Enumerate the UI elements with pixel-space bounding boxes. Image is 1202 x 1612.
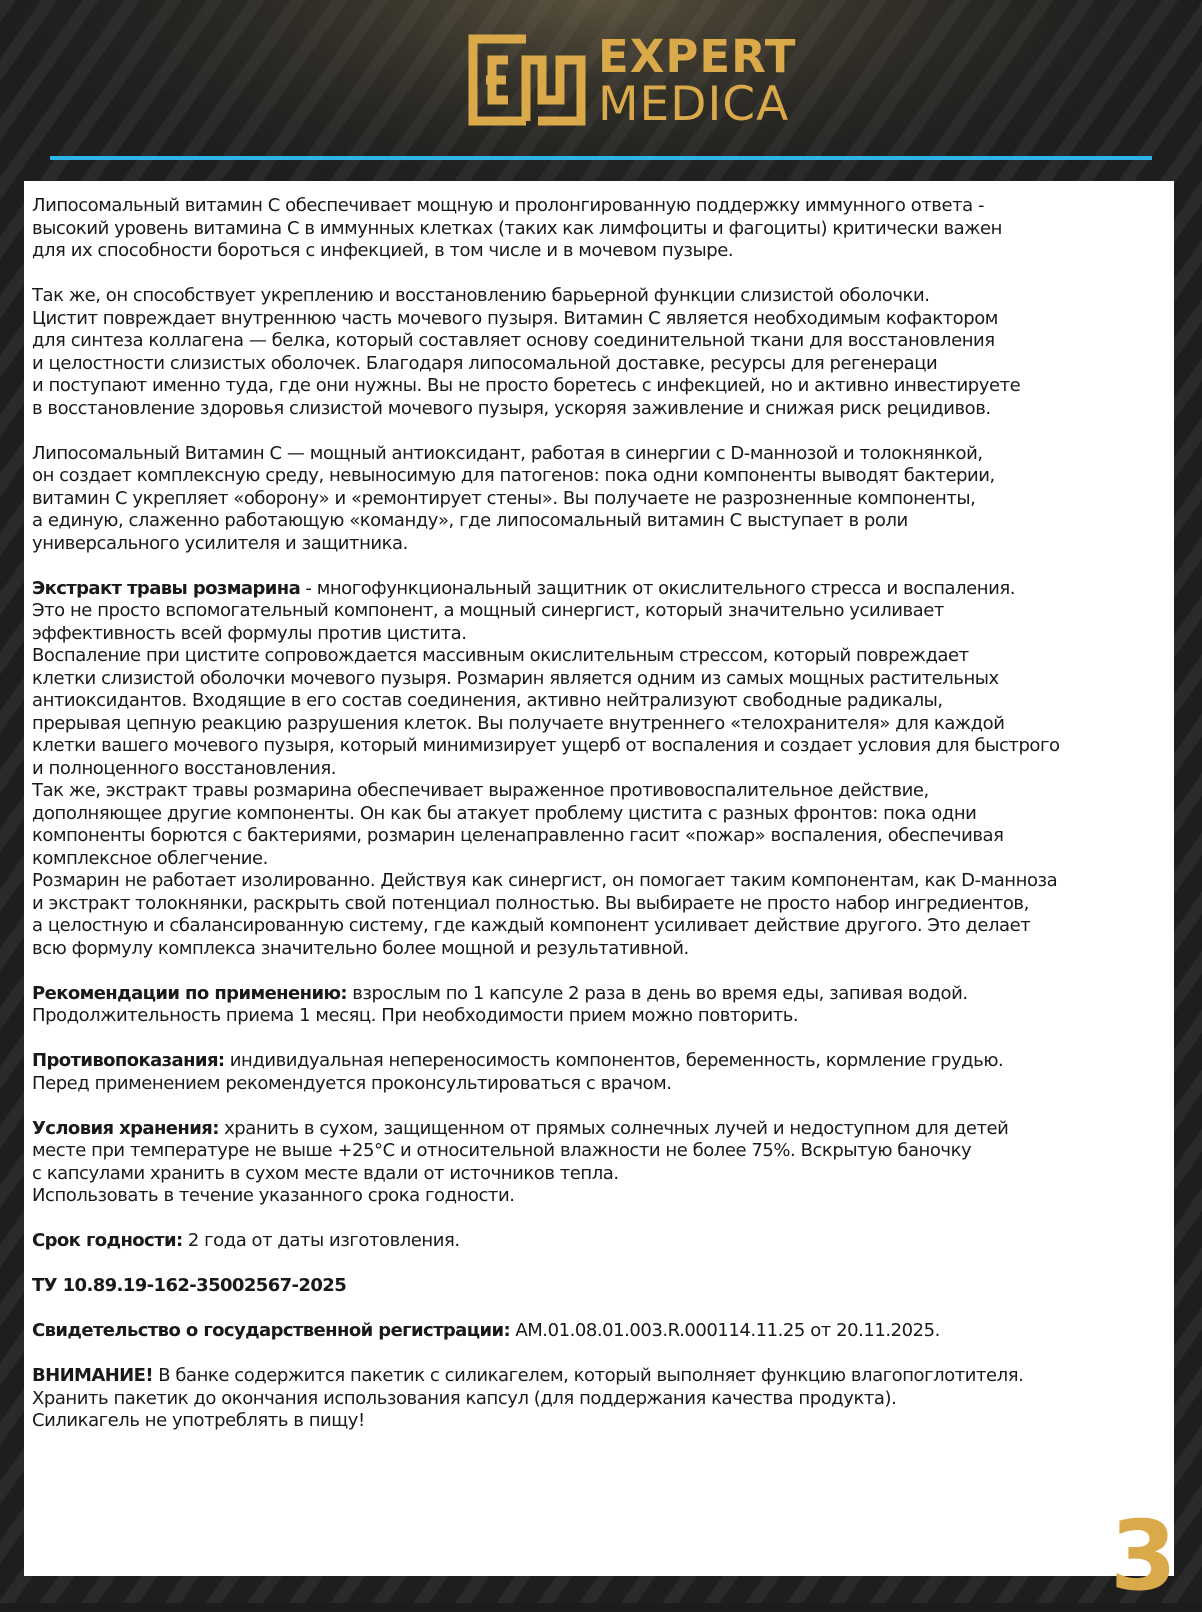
text-line: комплексное облегчение. <box>32 847 268 869</box>
text-line <box>32 1365 1166 1388</box>
warning-label: ВНИМАНИЕ! <box>32 1365 153 1386</box>
text-line <box>32 1050 1166 1073</box>
rosemary-heading: Экстракт травы розмарина <box>32 577 301 599</box>
paragraph-vitamin-c-immune <box>32 195 1166 263</box>
usage-text: взрослым по 1 капсуле 2 раза в день во время еды, запивая водой. <box>346 982 968 1004</box>
brand-logo <box>468 30 808 132</box>
brand-word-medica: MEDICA <box>598 77 790 132</box>
text-line: Цистит повреждает внутреннюю часть мочевого пузыря. Витамин С является необходимым кофактором <box>32 307 998 329</box>
text-line: эффективность всей формулы против цистита. <box>32 622 467 644</box>
paragraph-vitamin-c-synergy <box>32 443 1166 556</box>
text-line: Воспаление при цистите сопровождается массивным окислительным стрессом, который повреждает <box>32 645 969 666</box>
tu-code: ТУ 10.89.19-162-35002567-2025 <box>32 1275 347 1296</box>
contra-text: индивидуальная непереносимость компонентов, беременность, кормление грудью. <box>224 1050 1004 1071</box>
text-line <box>32 983 1166 1006</box>
text-line <box>32 1230 1166 1253</box>
page-number: 3 <box>1110 1500 1177 1612</box>
header-divider <box>50 156 1152 160</box>
text-line: месте при температуре не выше +25°С и относительной влажности не более 75%. Вскрытую баночку <box>32 1140 972 1161</box>
text-line: всю формулу комплекса значительно более мощной и результативной. <box>32 937 689 959</box>
section-shelf-life <box>32 1230 1166 1253</box>
text-line: Розмарин не работает изолированно. Действуя как синергист, он помогает таким компонентам, как D-манноза <box>32 870 1058 891</box>
text-line: а целостную и сбалансированную систему, где каждый компонент усиливает действие другого. Это делает <box>32 915 1031 936</box>
text-line: и экстракт толокнянки, раскрыть свой потенциал полностью. Вы выбираете не просто набор ингредиентов, <box>32 892 1029 914</box>
brand-name <box>598 30 818 132</box>
rosemary-intro: - многофункциональный защитник от окислительного стресса и воспаления. <box>300 577 1016 599</box>
text-line: Это не просто вспомогательный компонент, а мощный синергист, который значительно усиливает <box>32 600 944 621</box>
section-tu <box>32 1275 1166 1298</box>
text-line: высокий уровень витамина С в иммунных клетках (таких как лимфоциты и фагоциты) критически важен <box>32 217 1002 239</box>
storage-label: Условия хранения: <box>32 1117 219 1139</box>
product-description <box>32 195 1166 1455</box>
text-line: и поступают именно туда, где они нужны. Вы не просто боретесь с инфекцией, но и активно инвестируете <box>32 375 1021 396</box>
header <box>0 0 1202 160</box>
text-line: Хранить пакетик до окончания использования капсул (для поддержания качества продукта). <box>32 1387 897 1409</box>
text-line: с капсулами хранить в сухом месте вдали от источников тепла. <box>32 1162 619 1184</box>
text-line: Перед применением рекомендуется проконсультироваться с врачом. <box>32 1072 672 1094</box>
text-line: а единую, слаженно работающую «команду», где липосомальный витамин С выступает в роли <box>32 510 908 531</box>
section-contraindications <box>32 1050 1166 1095</box>
text-line: в восстановление здоровья слизистой мочевого пузыря, ускоряя заживление и снижая риск рецидивов. <box>32 397 991 419</box>
text-line: антиоксидантов. Входящие в его состав соединения, активно нейтрализуют свободные радикалы, <box>32 690 943 711</box>
text-line: витамин С укрепляет «оборону» и «ремонтирует стены». Вы получаете не разрозненные компоненты, <box>32 487 976 509</box>
warning-text: В банке содержится пакетик с силикагелем, который выполняет функцию влагопоглотителя. <box>152 1365 1024 1386</box>
section-registration <box>32 1320 1166 1343</box>
registration-text: АМ.01.08.01.003.R.000114.11.25 от 20.11.2025. <box>510 1320 940 1341</box>
section-rosemary <box>32 578 1166 961</box>
text-line <box>32 1275 1166 1298</box>
shelf-text: 2 года от даты изготовления. <box>182 1230 460 1251</box>
shelf-label: Срок годности: <box>32 1230 183 1251</box>
registration-label: Свидетельство о государственной регистрации: <box>32 1320 511 1341</box>
usage-label: Рекомендации по применению: <box>32 982 347 1004</box>
content-panel <box>24 181 1174 1576</box>
text-line: и целостности слизистых оболочек. Благодаря липосомальной доставке, ресурсы для регенераци <box>32 352 938 374</box>
text-line <box>32 1320 1166 1343</box>
storage-text: хранить в сухом, защищенном от прямых солнечных лучей и недоступном для детей <box>218 1117 1009 1139</box>
text-line: Так же, он способствует укреплению и восстановлению барьерной функции слизистой оболочки. <box>32 285 930 306</box>
contra-label: Противопоказания: <box>32 1050 225 1071</box>
text-line: для синтеза коллагена — белка, который составляет основу соединительной ткани для восстановления <box>32 330 995 351</box>
brand-word-expert: EXPERT <box>598 30 797 83</box>
text-line: Силикагель не употреблять в пищу! <box>32 1410 365 1431</box>
text-line: и полноценного восстановления. <box>32 757 336 779</box>
text-line: клетки вашего мочевого пузыря, который минимизирует ущерб от воспаления и создает условия для быстрого <box>32 735 1060 756</box>
section-warning <box>32 1365 1166 1433</box>
text-line: Продолжительность приема 1 месяц. При необходимости прием можно повторить. <box>32 1005 799 1026</box>
text-line: универсального усилителя и защитника. <box>32 532 408 554</box>
text-line: Использовать в течение указанного срока годности. <box>32 1185 515 1206</box>
text-line <box>32 578 1166 601</box>
section-storage <box>32 1118 1166 1208</box>
text-line: компоненты борются с бактериями, розмарин целенаправленно гасит «пожар» воспаления, обеспечивая <box>32 825 1004 846</box>
text-line <box>32 1118 1166 1141</box>
paragraph-vitamin-c-barrier <box>32 285 1166 420</box>
text-line: Липосомальный витамин С обеспечивает мощную и пролонгированную поддержку иммунного ответа - <box>32 195 985 216</box>
text-line: Так же, экстракт травы розмарина обеспечивает выраженное противовоспалительное действие, <box>32 780 929 801</box>
text-line: дополняющее другие компоненты. Он как бы атакует проблему цистита с разных фронтов: пока одни <box>32 802 977 824</box>
section-usage <box>32 983 1166 1028</box>
text-line: Липосомальный Витамин С — мощный антиоксидант, работая в синергии с D-маннозой и толокнянкой, <box>32 442 983 464</box>
text-line: для их способности бороться с инфекцией, в том числе и в мочевом пузыре. <box>32 240 734 261</box>
text-line: клетки слизистой оболочки мочевого пузыря. Розмарин является одним из самых мощных растительных <box>32 667 999 689</box>
text-line: прерывая цепную реакцию разрушения клеток. Вы получаете внутреннего «телохранителя» для каждой <box>32 712 1005 734</box>
logo-mark-icon <box>468 34 586 126</box>
text-line: он создает комплексную среду, невыносимую для патогенов: пока одни компоненты выводят бактерии, <box>32 465 995 486</box>
